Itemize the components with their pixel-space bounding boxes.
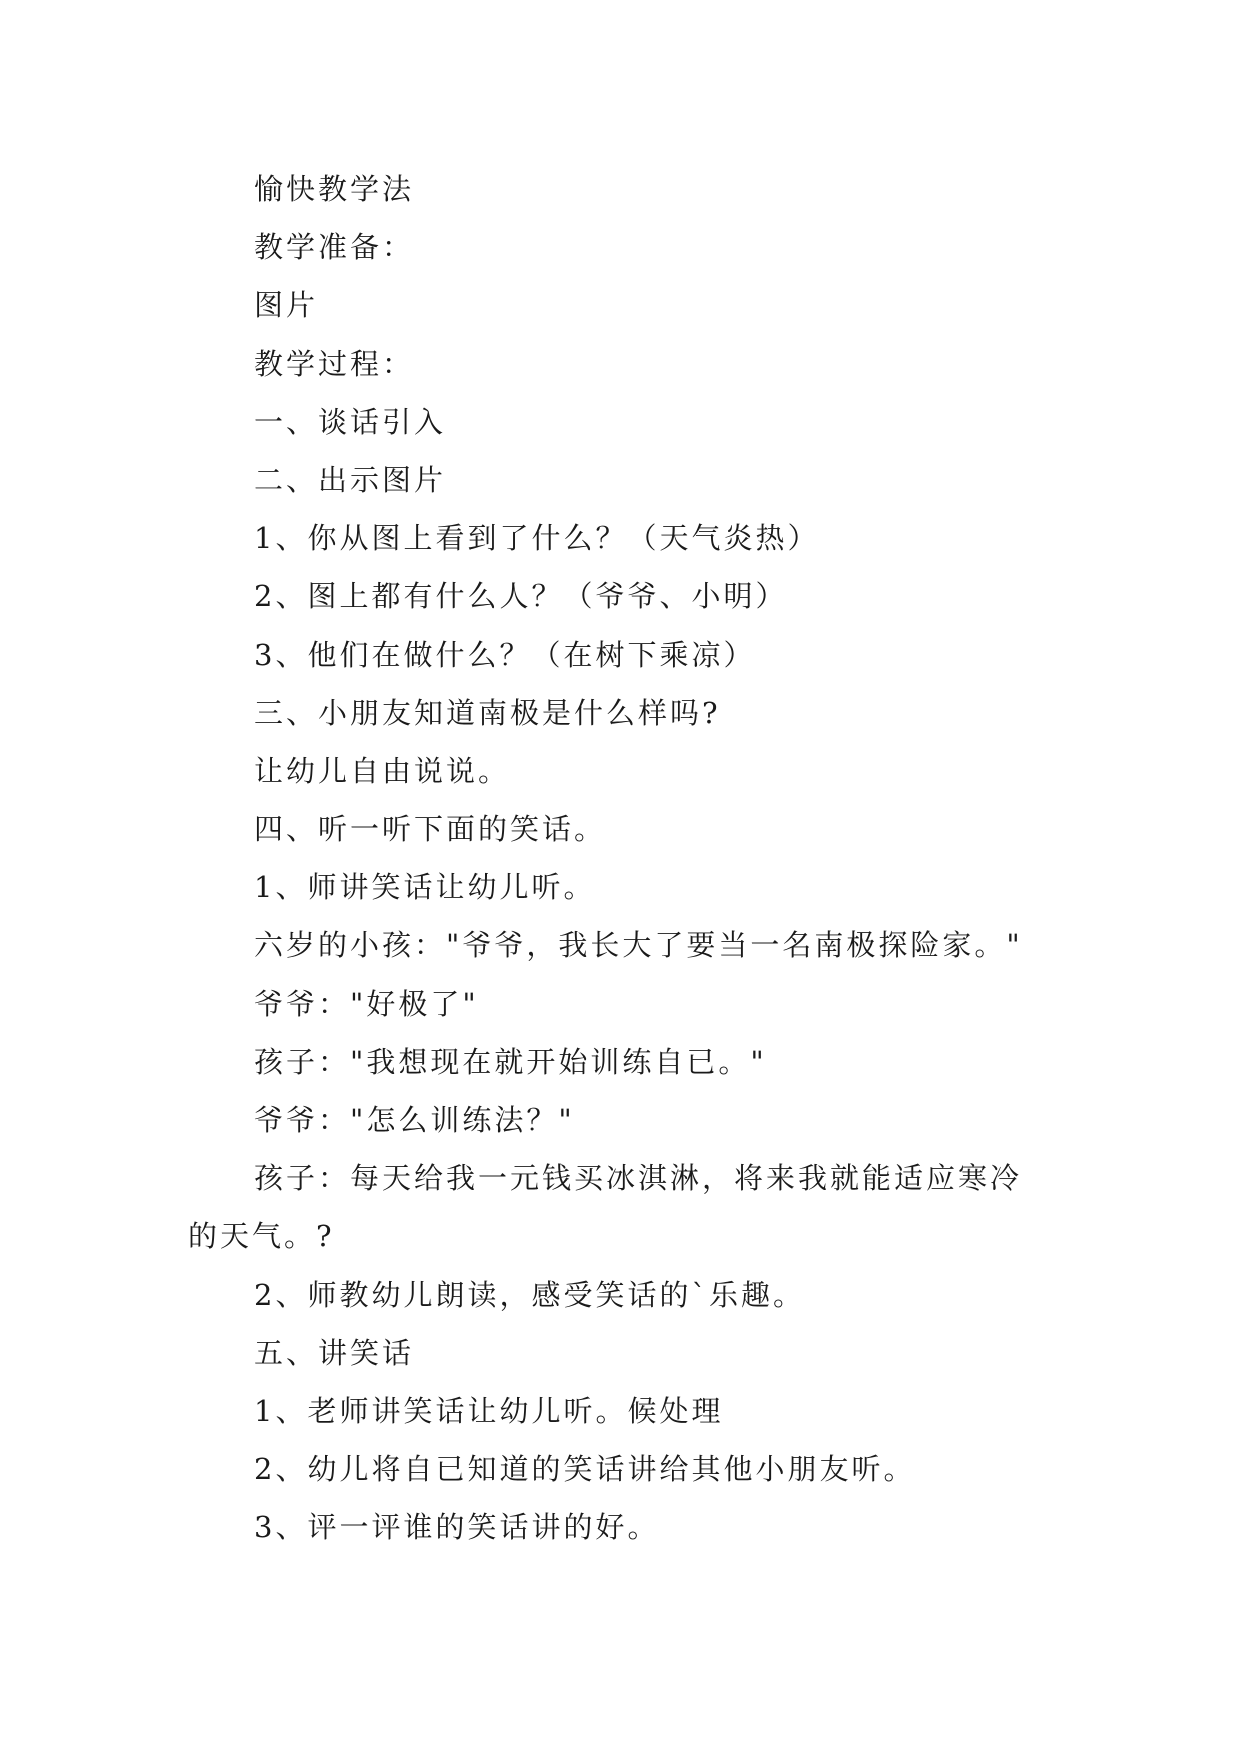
dialogue-line: 爷爷："怎么训练法？" (254, 1103, 575, 1137)
step-2-heading: 二、出示图片 (254, 462, 447, 497)
document-body (188, 160, 1068, 1557)
heading-process: 教学过程： (254, 346, 415, 381)
dialogue-line: 六岁的小孩："爷爷，我长大了要当一名南极探险家。" (254, 928, 1023, 963)
step-3-heading: 三、小朋友知道南极是什么样吗? (254, 695, 721, 730)
question-1: 1、你从图上看到了什么？（天气炎热） (254, 521, 820, 556)
step-1-heading: 一、谈话引入 (254, 404, 447, 439)
dialogue-line-continuation: 的天气。? (188, 1219, 335, 1254)
substep-4-1: 1、师讲笑话让幼儿听。 (254, 870, 596, 905)
question-2: 2、图上都有什么人？（爷爷、小明） (254, 579, 788, 614)
dialogue-line-wrapped: 孩子：每天给我一元钱买冰淇淋，将来我就能适应寒冷 (254, 1161, 1023, 1196)
step-4-heading: 四、听一听下面的笑话。 (254, 812, 607, 847)
heading-preparation: 教学准备： (254, 230, 415, 265)
question-3: 3、他们在做什么？（在树下乘凉） (254, 637, 756, 672)
substep-5-2: 2、幼儿将自已知道的笑话讲给其他小朋友听。 (254, 1452, 916, 1487)
dialogue-line: 爷爷："好极了" (254, 986, 479, 1021)
paragraph-method: 愉快教学法 (254, 172, 415, 206)
dialogue-line: 孩子："我想现在就开始训练自已。" (254, 1044, 767, 1079)
substep-5-3: 3、评一评谁的笑话讲的好。 (254, 1510, 660, 1545)
step-5-heading: 五、讲笑话 (254, 1335, 415, 1370)
paragraph-free-talk: 让幼儿自由说说。 (254, 753, 511, 788)
paragraph-materials: 图片 (254, 288, 319, 323)
substep-4-2: 2、师教幼儿朗读，感受笑话的`乐趣。 (254, 1277, 805, 1312)
substep-5-1: 1、老师讲笑话让幼儿听。候处理 (254, 1393, 724, 1428)
